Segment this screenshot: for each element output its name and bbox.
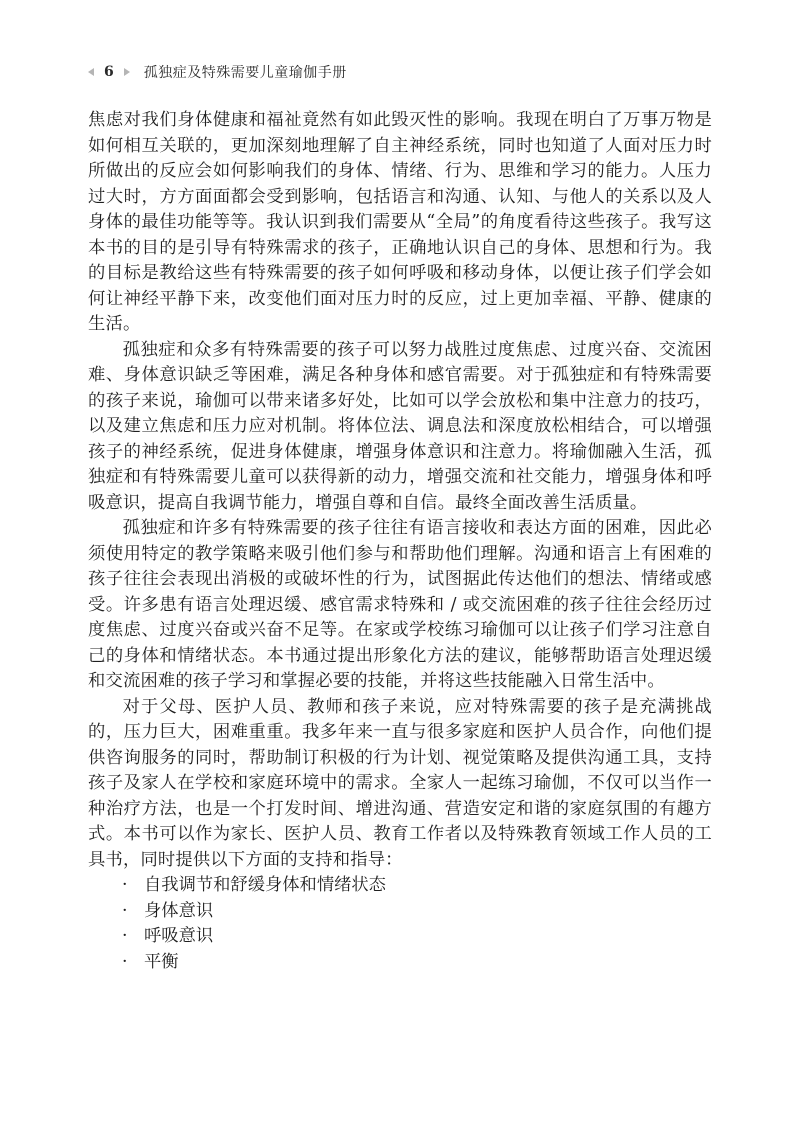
bullet-icon: ·: [122, 875, 128, 895]
list-item: [122, 873, 712, 899]
list-item-text: 呼吸意识: [144, 926, 214, 946]
paragraph-1: 焦虑对我们身体健康和福祉竟然有如此毁灭性的影响。我现在明白了万事万物是如何相互关联的，更加深刻地理解了自主神经系统，同时也知道了人面对压力时所做出的反应会如何影响我们的身体、情绪、行为、思维和学习的能力。人压力过大时，方方面面都会受到影响，包括语言和沟通、认知、与他人的关系以及人身体的最佳功能等等。我认识到我们需要从“全局”的角度看待这些孩子。我写这本书的目的是引导有特殊需求的孩子，正确地认识自己的身体、思想和行为。我的目标是教给这些有特殊需要的孩子如何呼吸和移动身体，以便让孩子们学会如何让神经平静下来，改变他们面对压力时的反应，过上更加幸福、平静、健康的生活。: [88, 110, 712, 334]
list-item: [122, 924, 712, 950]
page-header: [88, 62, 347, 82]
body-text: [88, 108, 712, 975]
bullet-icon: ·: [122, 900, 128, 921]
list-item: [122, 899, 712, 925]
bullet-icon: ·: [122, 951, 128, 972]
triangle-left-icon: [88, 68, 94, 76]
bullet-list: [88, 873, 712, 975]
list-item-text: 身体意识: [144, 900, 214, 921]
paragraph-4: 对于父母、医护人员、教师和孩子来说，应对特殊需要的孩子是充满挑战的，压力巨大，困难重重。我多年来一直与很多家庭和医护人员合作，向他们提供咨询服务的同时，帮助制订积极的行为计划、视觉策略及提供沟通工具，支持孩子及家人在学校和家庭环境中的需求。全家人一起练习瑜伽，不仅可以当作一种治疗方法，也是一个打发时间、增进沟通、营造安定和谐的家庭氛围的有趣方式。本书可以作为家长、医护人员、教育工作者以及特殊教育领域工作人员的工具书，同时提供以下方面的支持和指导：: [88, 696, 712, 870]
page-number: 6: [104, 64, 114, 80]
list-item: [122, 950, 712, 976]
list-item-text: 平衡: [144, 951, 179, 972]
list-item-text: 自我调节和舒缓身体和情绪状态: [144, 875, 386, 895]
bullet-icon: ·: [122, 926, 128, 946]
triangle-right-icon: [124, 68, 130, 76]
paragraph-3: 孤独症和许多有特殊需要的孩子往往有语言接收和表达方面的困难，因此必须使用特定的教学策略来吸引他们参与和帮助他们理解。沟通和语言上有困难的孩子往往会表现出消极的或破坏性的行为，试图据此传达他们的想法、情绪或感受。许多患有语言处理迟缓、感官需求特殊和 / 或交流困难的孩子往往会经历过度焦虑、过度兴奋或兴奋不足等。在家或学校练习瑜伽可以让孩子们学习注意自己的身体和情绪状态。本书通过提出形象化方法的建议，能够帮助语言处理迟缓和交流困难的孩子学习和掌握必要的技能，并将这些技能融入日常生活中。: [88, 518, 712, 691]
paragraph-2: 孤独症和众多有特殊需要的孩子可以努力战胜过度焦虑、过度兴奋、交流困难、身体意识缺乏等困难，满足各种身体和感官需要。对于孤独症和有特殊需要的孩子来说，瑜伽可以带来诸多好处，比如可以学会放松和集中注意力的技巧，以及建立焦虑和压力应对机制。将体位法、调息法和深度放松相结合，可以增强孩子的神经系统，促进身体健康，增强身体意识和注意力。将瑜伽融入生活，孤独症和有特殊需要儿童可以获得新的动力，增强交流和社交能力，增强身体和呼吸意识，提高自我调节能力，增强自尊和自信。最终全面改善生活质量。: [88, 339, 712, 513]
running-title: 孤独症及特殊需要儿童瑜伽手册: [143, 65, 347, 81]
